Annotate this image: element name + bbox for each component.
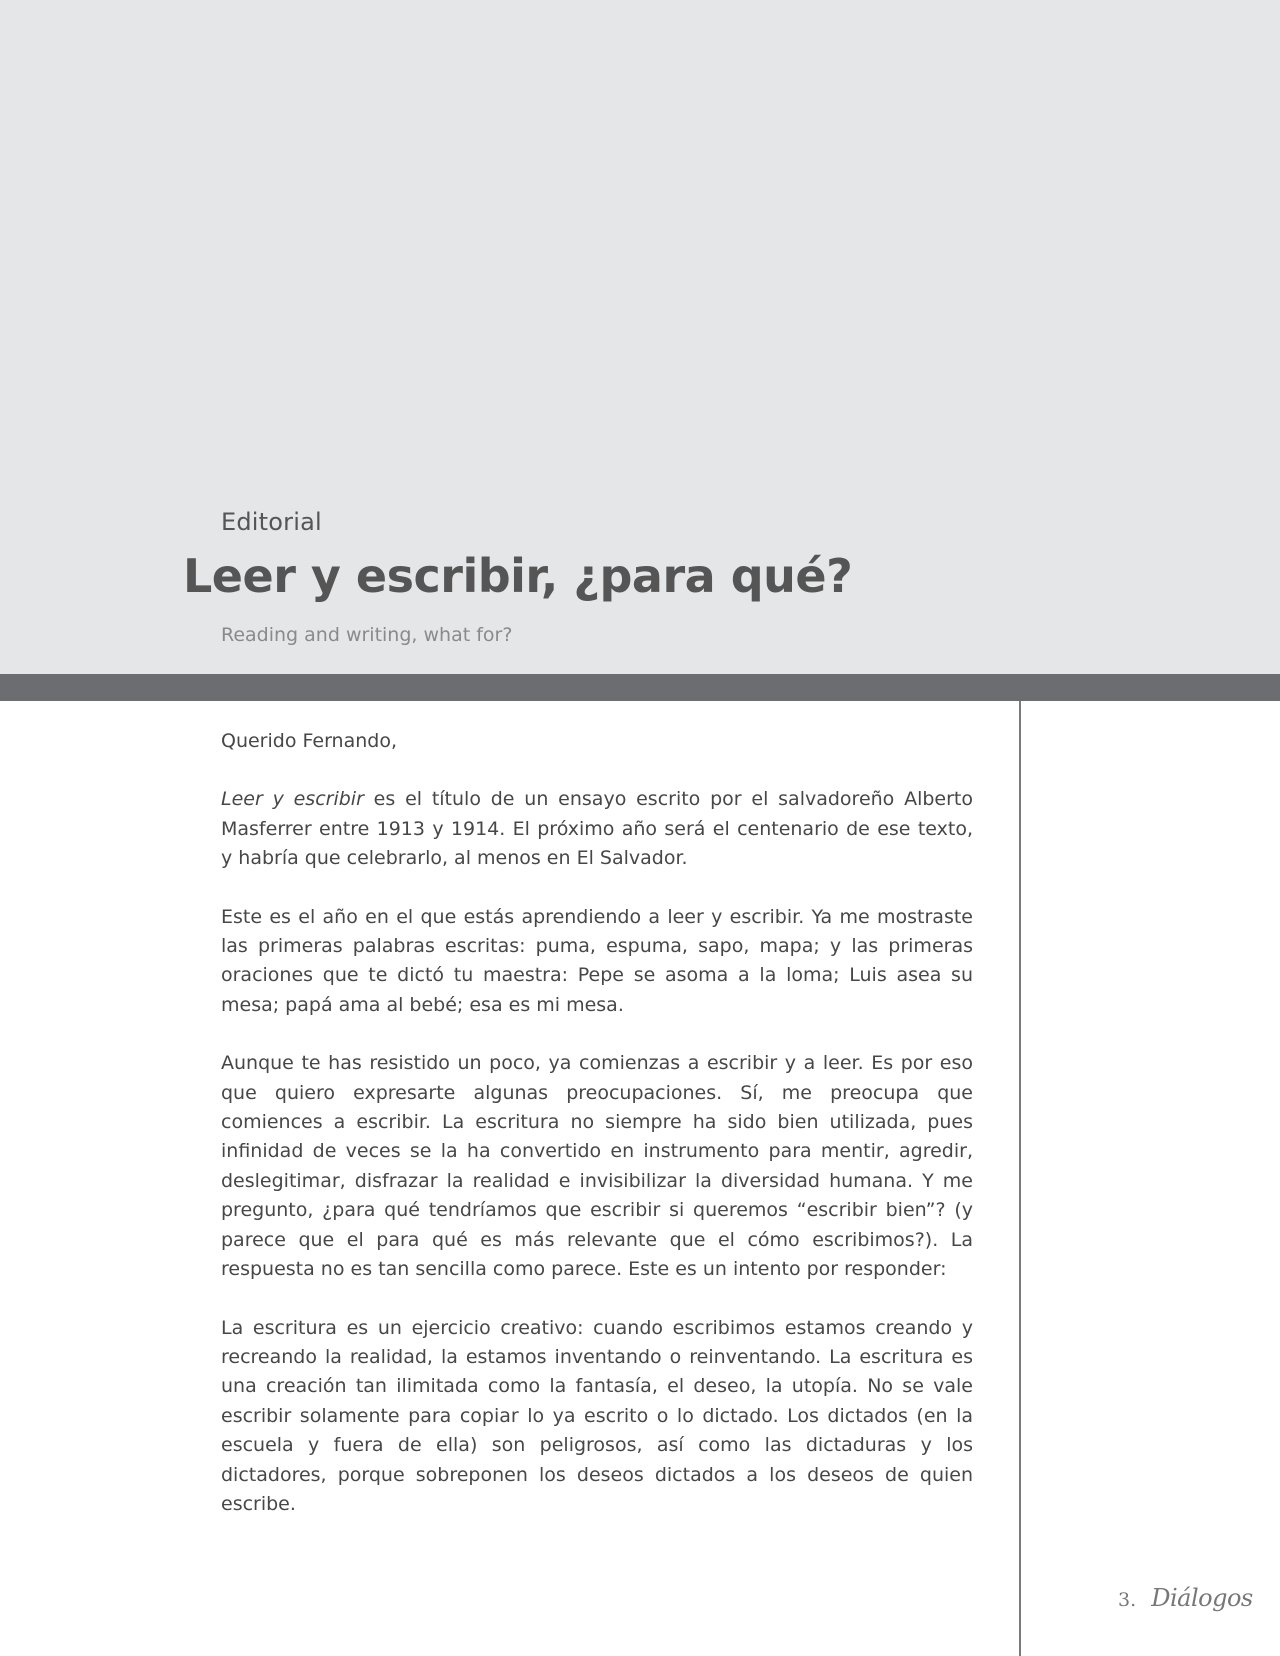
publication-name: Diálogos (1151, 1584, 1253, 1612)
section-label: Editorial (221, 508, 322, 536)
divider-bar (0, 674, 1280, 701)
paragraph-4: La escritura es un ejercicio creativo: cuando escribimos estamos creando y recreando la realidad, la estamos inventando o reinventando. La escritura es una creación tan ilimitada como la fantasía, el deseo, la utopía. No se vale escribir solamente para copiar lo ya escrito o lo dictado. Los dictados (en la escuela y fuera de ella) son peligrosos, así como las dictaduras y los dictadores, porque sobreponen los deseos dictados a los deseos de quien escribe. (221, 1316, 973, 1515)
paragraph-1 (221, 785, 973, 873)
page-title: Leer y escribir, ¿para qué? (183, 549, 853, 603)
vertical-rule (1019, 701, 1021, 1656)
page-subtitle: Reading and writing, what for? (221, 624, 513, 646)
paragraph-3: Aunque te has resistido un poco, ya comienzas a escribir y a leer. Es por eso que quiero expresarte algunas preocupaciones. Sí, me preocupa que comiences a escribir. La escritura no siempre ha sido bien utilizada, pues infinidad de veces se la ha convertido en instrumento para mentir, agredir, deslegitimar, disfrazar la realidad e invisibilizar la diversidad humana. Y me pregunto, ¿para qué tendríamos que escribir si queremos “escribir bien”? (y parece que el para qué es más relevante que el cómo escribimos?). La respuesta no es tan sencilla como parece. Este es un intento por responder: (221, 1052, 973, 1281)
paragraph-1-text: es el título de un ensayo escrito por el salvadoreño Alberto Masferrer entre 1913 y 1914. El próximo año será el centenario de ese texto, y habría que celebrarlo, al menos en El Salvador. (221, 788, 974, 870)
page-number: 3. (1118, 1589, 1137, 1611)
salutation: Querido Fernando, (221, 730, 398, 752)
paragraph-2: Este es el año en el que estás aprendiendo a leer y escribir. Ya me mostraste las primeras palabras escritas: puma, espuma, sapo, mapa; y las primeras oraciones que te dictó tu maestra: Pepe se asoma a la loma; Luis asea su mesa; papá ama al bebé; esa es mi mesa. (221, 905, 973, 1016)
essay-title: Leer y escribir (221, 788, 364, 811)
article-body (221, 727, 973, 1548)
page-footer (1118, 1584, 1253, 1612)
